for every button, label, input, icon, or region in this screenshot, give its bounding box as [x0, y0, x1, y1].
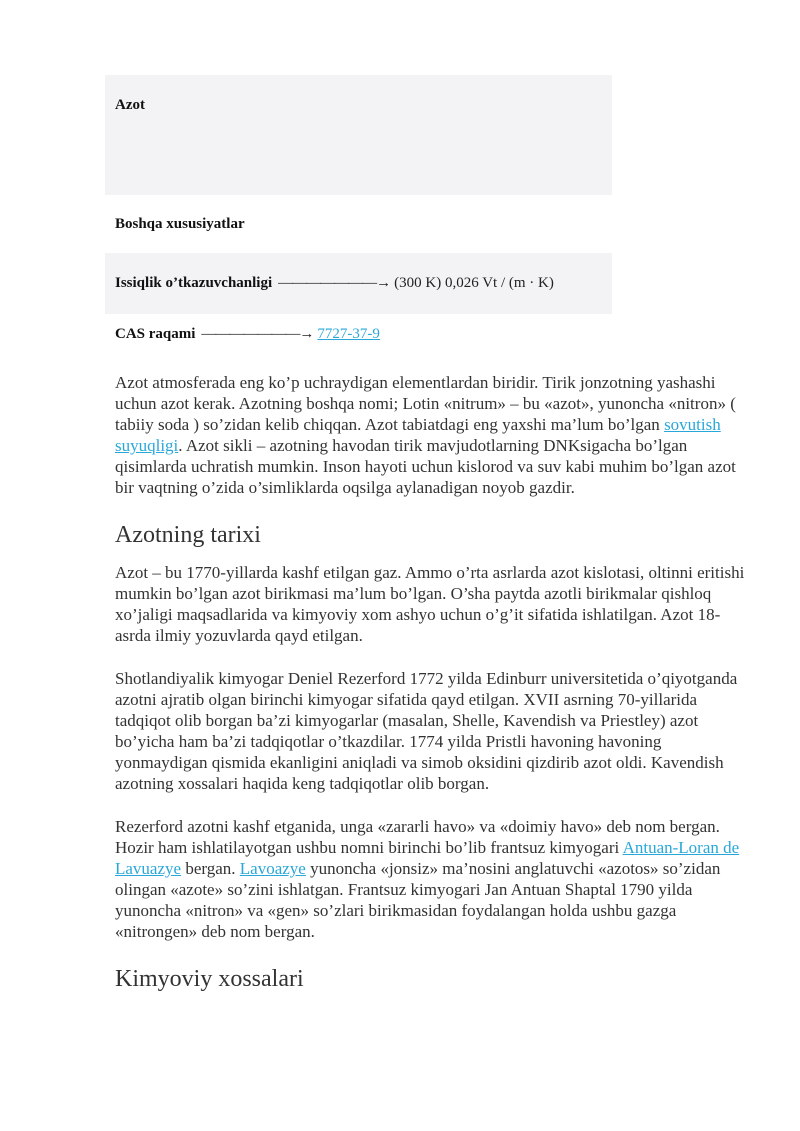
- lavoisier-link[interactable]: Lavoazye: [239, 859, 306, 878]
- history-p3-text-2: bergan.: [181, 859, 240, 878]
- lavoisier-full-link[interactable]: Antuan-Loran de Lavuazye: [115, 838, 740, 878]
- intro-paragraph: [115, 372, 745, 498]
- properties-table: [105, 75, 612, 370]
- history-paragraph-1: Azot – bu 1770-yillarda kashf etilgan gaz. Ammo o’rta asrlarda azot kislotasi, oltinni eritishi mumkin bo’lgan azot birikmasi ma’lum bo’lgan. O’sha paytda azotli birikmalar qishloq xo’jaligi maqsadlarida va kimyoviy xom ashyo uchun o’g’it sifatida ishlatilgan. Azot 18-asrda ilmiy yozuvlarda qayd etilgan.: [115, 563, 745, 645]
- thermal-arrow: ———————→: [278, 275, 391, 291]
- history-paragraph-3: [115, 816, 745, 942]
- history-paragraph-2: Shotlandiyalik kimyogar Deniel Rezerford 1772 yilda Edinburr universitetida o’qiyotganda azotni ajratib olgan birinchi kimyogar sifatida qayd etilgan. XVII asrning 70-yillarida tadqiqot olib borgan ba’zi kimyogarlar (masalan, Shelle, Kavendish va Priestley) azot bo’yicha ham ba’zi tadqiqotlar o’tkazdilar. 1774 yilda Pristli havoning havoning yonmaydigan qismida ekanligini aniqladi va simob oksidini qizdirib azot oldi. Kavendish azotning xossalari haqida keng tadqiqotlar olib borgan.: [115, 669, 738, 793]
- thermal-conductivity-label: Issiqlik o’tkazuvchanligi: [115, 275, 273, 291]
- thermal-conductivity-value: (300 K) 0,026 Vt / (m · K): [394, 275, 554, 291]
- intro-text-1: Azot atmosferada eng ko’p uchraydigan elementlardan biridir. Tirik jonzotning yashashi uchun azot kerak. Azotning boshqa nomi; Lotin «nitrum» – bu «azot», yunoncha «nitron» ( tabiiy soda ) so’zidan kelib chiqqan. Azot tabiatdagi eng yaxshi ma’lum bo’lgan: [115, 373, 736, 434]
- table-row-thermal-conductivity: [105, 253, 612, 314]
- table-row-title: [105, 75, 612, 135]
- table-row-section: [105, 195, 612, 253]
- table-row-empty: [105, 135, 612, 195]
- intro-text-2: . Azot sikli – azotning havodan tirik mavjudotlarning DNKsigacha bo’lgan qisimlarda uchratish mumkin. Inson hayoti uchun kislorod va suv kabi muhim bo’lgan azot bir vaqtning o’zida o’simliklarda oqsilga aylanadigan noyob gazdir.: [115, 436, 736, 497]
- cas-label: CAS raqami: [115, 326, 196, 342]
- section-label: Boshqa xususiyatlar: [115, 215, 245, 232]
- article-body: [115, 372, 745, 1006]
- coolant-link[interactable]: sovutish suyuqligi: [115, 415, 721, 455]
- cas-arrow: ———————→: [201, 326, 314, 342]
- history-p3-text-1: Rezerford azotni kashf etganida, unga «zararli havo» va «doimiy havo» deb nom bergan. Hozir ham ishlatilayotgan ushbu nomni birinchi bo’lib frantsuz kimyogari: [115, 817, 720, 857]
- history-p3-text-3: yunoncha «jonsiz» ma’nosini anglatuvchi «azotos» so’zidan olingan «azote» so’zini ishlatgan. Frantsuz kimyogari Jan Antuan Shaptal 1790 yilda yunoncha «nitron» va «gen» so’zlari birikmasidan foydalangan holda ushbu gazga «nitrongen» deb nom bergan.: [115, 859, 721, 941]
- table-row-cas: [105, 314, 612, 370]
- chemistry-heading: Kimyoviy xossalari: [115, 966, 304, 992]
- cas-number-link[interactable]: 7727-37-9: [317, 326, 380, 342]
- table-title: Azot: [115, 96, 145, 113]
- history-heading: Azotning tarixi: [115, 522, 261, 548]
